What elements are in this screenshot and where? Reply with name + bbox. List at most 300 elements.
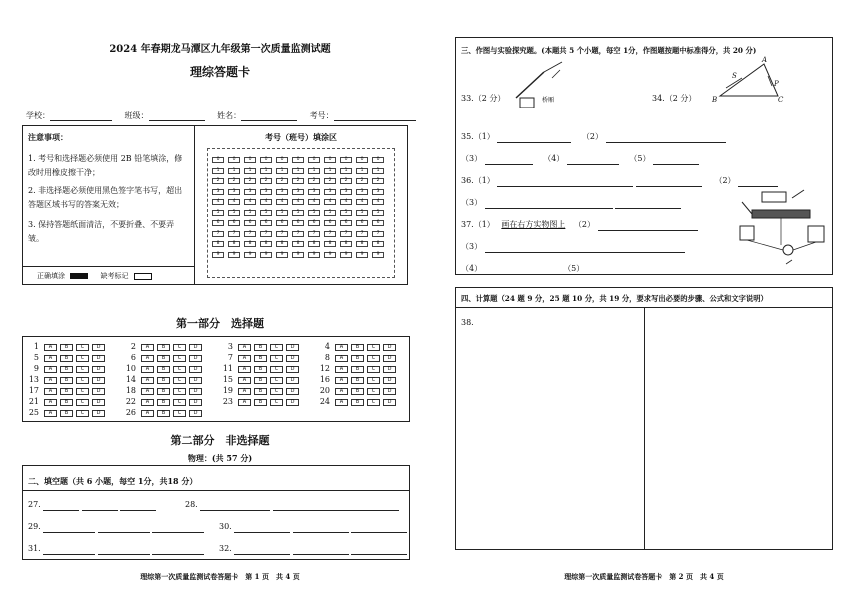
grid-cell[interactable]: 8 bbox=[260, 241, 272, 247]
grid-cell[interactable]: 1 bbox=[324, 168, 336, 174]
grid-cell[interactable]: 9 bbox=[260, 252, 272, 258]
option-b[interactable]: B bbox=[254, 355, 267, 362]
grid-cell[interactable]: 8 bbox=[372, 241, 384, 247]
grid-cell[interactable]: 4 bbox=[372, 199, 384, 205]
q36-row1 bbox=[461, 175, 778, 187]
option-c[interactable]: C bbox=[367, 388, 380, 395]
option-c[interactable]: C bbox=[76, 377, 89, 384]
option-d[interactable]: D bbox=[189, 355, 202, 362]
grid-cell[interactable]: 9 bbox=[212, 252, 224, 258]
option-d[interactable]: D bbox=[92, 399, 105, 406]
section3-heading: 三、作图与实验探究题。(本题共 5 个小题，每空 1分，作图题按题中标准得分，共 20 分) bbox=[461, 46, 757, 55]
grid-cell[interactable]: 9 bbox=[324, 252, 336, 258]
answer-blank[interactable] bbox=[82, 501, 118, 511]
grid-cell[interactable]: 3 bbox=[340, 189, 352, 195]
grid-cell[interactable]: 1 bbox=[308, 168, 320, 174]
option-d[interactable]: D bbox=[189, 344, 202, 351]
grid-cell[interactable]: 2 bbox=[292, 178, 304, 184]
grid-cell[interactable]: 6 bbox=[244, 220, 256, 226]
question-number: 1 bbox=[33, 342, 39, 351]
option-b[interactable]: B bbox=[157, 366, 170, 373]
grid-cell[interactable]: 2 bbox=[340, 178, 352, 184]
option-c[interactable]: C bbox=[76, 388, 89, 395]
header-box bbox=[22, 125, 408, 285]
option-d[interactable]: D bbox=[286, 344, 299, 351]
option-b[interactable]: B bbox=[60, 355, 73, 362]
option-d[interactable]: D bbox=[189, 410, 202, 417]
grid-cell[interactable]: 7 bbox=[228, 231, 240, 237]
option-a[interactable]: A bbox=[141, 366, 154, 373]
answer-blank[interactable] bbox=[152, 523, 204, 533]
legend-row bbox=[23, 266, 194, 284]
option-a[interactable]: A bbox=[238, 366, 251, 373]
grid-cell[interactable]: 3 bbox=[292, 189, 304, 195]
option-c[interactable]: C bbox=[173, 388, 186, 395]
grid-cell[interactable]: 0 bbox=[308, 157, 320, 163]
grid-cell[interactable]: 7 bbox=[292, 231, 304, 237]
grid-cell[interactable]: 8 bbox=[276, 241, 288, 247]
option-b[interactable]: B bbox=[60, 366, 73, 373]
grid-cell[interactable]: 6 bbox=[340, 220, 352, 226]
option-b[interactable]: B bbox=[351, 366, 364, 373]
grid-row-6 bbox=[210, 216, 394, 227]
school-field[interactable] bbox=[50, 112, 112, 121]
grid-cell[interactable]: 0 bbox=[356, 157, 368, 163]
question-number: 14 bbox=[125, 375, 136, 384]
q37-row3 bbox=[461, 263, 651, 275]
question-number: 17 bbox=[28, 386, 39, 395]
answer-blank[interactable] bbox=[485, 243, 685, 253]
option-a[interactable]: A bbox=[335, 388, 348, 395]
answer-blank[interactable] bbox=[273, 501, 399, 511]
grid-row-5 bbox=[210, 206, 394, 217]
grid-cell[interactable]: 6 bbox=[356, 220, 368, 226]
q35-4-label: （4） bbox=[543, 154, 565, 163]
grid-cell[interactable]: 2 bbox=[356, 178, 368, 184]
answer-blank[interactable] bbox=[567, 155, 619, 165]
option-a[interactable]: A bbox=[141, 399, 154, 406]
option-d[interactable]: D bbox=[189, 388, 202, 395]
grid-cell[interactable]: 5 bbox=[276, 210, 288, 216]
option-a[interactable]: A bbox=[238, 355, 251, 362]
grid-cell[interactable]: 7 bbox=[244, 231, 256, 237]
option-d[interactable]: D bbox=[383, 377, 396, 384]
option-d[interactable]: D bbox=[92, 366, 105, 373]
exam-grid-heading: 考号（班号）填涂区 bbox=[265, 132, 337, 142]
grid-cell[interactable]: 5 bbox=[324, 210, 336, 216]
grid-cell[interactable]: 2 bbox=[212, 178, 224, 184]
grid-cell[interactable]: 8 bbox=[244, 241, 256, 247]
grid-cell[interactable]: 2 bbox=[260, 178, 272, 184]
grid-cell[interactable]: 8 bbox=[292, 241, 304, 247]
grid-cell[interactable]: 5 bbox=[340, 210, 352, 216]
q27-row bbox=[28, 499, 156, 511]
option-c[interactable]: C bbox=[367, 399, 380, 406]
option-b[interactable]: B bbox=[254, 388, 267, 395]
grid-cell[interactable]: 3 bbox=[276, 189, 288, 195]
class-field[interactable] bbox=[149, 112, 205, 121]
grid-cell[interactable]: 1 bbox=[292, 168, 304, 174]
grid-cell[interactable]: 4 bbox=[260, 199, 272, 205]
class-label: 班级： bbox=[124, 111, 149, 120]
option-d[interactable]: D bbox=[92, 377, 105, 384]
answer-blank[interactable] bbox=[598, 221, 698, 231]
answer-blank[interactable] bbox=[485, 199, 613, 209]
grid-cell[interactable]: 2 bbox=[244, 178, 256, 184]
grid-cell[interactable]: 7 bbox=[372, 231, 384, 237]
option-b[interactable]: B bbox=[157, 355, 170, 362]
option-a[interactable]: A bbox=[238, 399, 251, 406]
option-c[interactable]: C bbox=[270, 399, 283, 406]
q28-label: 28. bbox=[185, 500, 198, 509]
grid-cell[interactable]: 6 bbox=[260, 220, 272, 226]
option-b[interactable]: B bbox=[254, 377, 267, 384]
grid-cell[interactable]: 0 bbox=[372, 157, 384, 163]
option-b[interactable]: B bbox=[60, 344, 73, 351]
option-a[interactable]: A bbox=[141, 344, 154, 351]
grid-cell[interactable]: 1 bbox=[276, 168, 288, 174]
grid-cell[interactable]: 1 bbox=[260, 168, 272, 174]
grid-cell[interactable]: 6 bbox=[324, 220, 336, 226]
option-a[interactable]: A bbox=[141, 388, 154, 395]
notes-heading: 注意事项： bbox=[28, 132, 68, 142]
grid-cell[interactable]: 8 bbox=[308, 241, 320, 247]
option-c[interactable]: C bbox=[367, 366, 380, 373]
grid-cell[interactable]: 3 bbox=[308, 189, 320, 195]
option-c[interactable]: C bbox=[270, 388, 283, 395]
note-item: 3. 保持答题纸面清洁，不要折叠、不要弄皱。 bbox=[28, 220, 175, 243]
grid-cell[interactable]: 9 bbox=[228, 252, 240, 258]
grid-cell[interactable]: 5 bbox=[372, 210, 384, 216]
option-a[interactable]: A bbox=[335, 355, 348, 362]
grid-cell[interactable]: 8 bbox=[228, 241, 240, 247]
question-number: 10 bbox=[125, 364, 136, 373]
grid-cell[interactable]: 9 bbox=[292, 252, 304, 258]
grid-cell[interactable]: 9 bbox=[356, 252, 368, 258]
exam-number-field[interactable] bbox=[334, 112, 416, 121]
absent-mark-box[interactable] bbox=[134, 273, 152, 280]
q29-label: 29. bbox=[28, 522, 41, 531]
grid-cell[interactable]: 1 bbox=[356, 168, 368, 174]
grid-cell[interactable]: 6 bbox=[308, 220, 320, 226]
choice-answer-area bbox=[22, 336, 410, 422]
option-a[interactable]: A bbox=[238, 344, 251, 351]
q37-1-label: 37.（1） bbox=[461, 220, 495, 229]
option-c[interactable]: C bbox=[367, 344, 380, 351]
option-d[interactable]: D bbox=[286, 377, 299, 384]
grid-cell[interactable]: 3 bbox=[244, 189, 256, 195]
option-d[interactable]: D bbox=[92, 344, 105, 351]
grid-cell[interactable]: 5 bbox=[308, 210, 320, 216]
answer-card-title: 理综答题卡 bbox=[189, 65, 250, 79]
grid-row-1 bbox=[210, 164, 394, 175]
grid-cell[interactable]: 6 bbox=[276, 220, 288, 226]
answer-blank[interactable] bbox=[587, 265, 651, 275]
name-field[interactable] bbox=[241, 112, 297, 121]
answer-blank[interactable] bbox=[615, 199, 681, 209]
option-b[interactable]: B bbox=[351, 399, 364, 406]
grid-cell[interactable]: 7 bbox=[260, 231, 272, 237]
answer-blank[interactable] bbox=[120, 501, 156, 511]
grid-cell[interactable]: 5 bbox=[228, 210, 240, 216]
option-a[interactable]: A bbox=[141, 410, 154, 417]
grid-cell[interactable]: 0 bbox=[228, 157, 240, 163]
grid-cell[interactable]: 1 bbox=[228, 168, 240, 174]
page2-footer: 理综第一次质量监测试卷答题卡 第 2 页 共 4 页 bbox=[564, 572, 724, 581]
grid-cell[interactable]: 9 bbox=[372, 252, 384, 258]
grid-cell[interactable]: 4 bbox=[308, 199, 320, 205]
grid-cell[interactable]: 0 bbox=[340, 157, 352, 163]
option-b[interactable]: B bbox=[254, 366, 267, 373]
notes-panel bbox=[23, 126, 195, 284]
grid-cell[interactable]: 6 bbox=[372, 220, 384, 226]
q27-label: 27. bbox=[28, 500, 41, 509]
option-b[interactable]: B bbox=[157, 399, 170, 406]
option-b[interactable]: B bbox=[351, 355, 364, 362]
option-a[interactable]: A bbox=[44, 377, 57, 384]
grid-cell[interactable]: 2 bbox=[372, 178, 384, 184]
option-d[interactable]: D bbox=[189, 366, 202, 373]
q31-label: 31. bbox=[28, 544, 41, 553]
option-b[interactable]: B bbox=[157, 377, 170, 384]
grid-cell[interactable]: 5 bbox=[292, 210, 304, 216]
answer-blank[interactable] bbox=[98, 523, 150, 533]
grid-cell[interactable]: 4 bbox=[356, 199, 368, 205]
option-a[interactable]: A bbox=[44, 355, 57, 362]
answer-blank[interactable] bbox=[43, 501, 79, 511]
q37-row2 bbox=[461, 241, 685, 253]
q35-3-label: （3） bbox=[461, 154, 483, 163]
option-a[interactable]: A bbox=[44, 388, 57, 395]
grid-cell[interactable]: 5 bbox=[212, 210, 224, 216]
grid-cell[interactable]: 9 bbox=[308, 252, 320, 258]
option-d[interactable]: D bbox=[189, 377, 202, 384]
option-c[interactable]: C bbox=[270, 344, 283, 351]
option-b[interactable]: B bbox=[351, 377, 364, 384]
option-d[interactable]: D bbox=[92, 388, 105, 395]
grid-cell[interactable]: 4 bbox=[244, 199, 256, 205]
answer-blank[interactable] bbox=[293, 523, 349, 533]
option-b[interactable]: B bbox=[351, 388, 364, 395]
option-b[interactable]: B bbox=[60, 410, 73, 417]
grid-cell[interactable]: 3 bbox=[356, 189, 368, 195]
option-c[interactable]: C bbox=[76, 399, 89, 406]
grid-cell[interactable]: 3 bbox=[324, 189, 336, 195]
q37-3-label: （3） bbox=[461, 242, 483, 251]
grid-cell[interactable]: 0 bbox=[244, 157, 256, 163]
q37-4-label: （4） bbox=[461, 264, 483, 273]
option-d[interactable]: D bbox=[383, 388, 396, 395]
question-number: 2 bbox=[130, 342, 136, 351]
grid-cell[interactable]: 0 bbox=[292, 157, 304, 163]
q38-answer-area[interactable] bbox=[460, 312, 640, 546]
answer-blank[interactable] bbox=[351, 523, 407, 533]
grid-cell[interactable]: 6 bbox=[212, 220, 224, 226]
grid-cell[interactable]: 8 bbox=[356, 241, 368, 247]
grid-cell[interactable]: 1 bbox=[212, 168, 224, 174]
answer-blank[interactable] bbox=[98, 545, 150, 555]
absent-mark-label: 缺考标记 bbox=[100, 272, 129, 280]
grid-row-8 bbox=[210, 237, 394, 248]
answer-blank[interactable] bbox=[636, 177, 702, 187]
grid-cell[interactable]: 6 bbox=[228, 220, 240, 226]
option-a[interactable]: A bbox=[44, 344, 57, 351]
option-b[interactable]: B bbox=[157, 388, 170, 395]
grid-cell[interactable]: 5 bbox=[260, 210, 272, 216]
option-c[interactable]: C bbox=[367, 377, 380, 384]
grid-row-9 bbox=[210, 248, 394, 259]
grid-cell[interactable]: 2 bbox=[276, 178, 288, 184]
option-d[interactable]: D bbox=[383, 355, 396, 362]
grid-cell[interactable]: 7 bbox=[212, 231, 224, 237]
answer-blank[interactable] bbox=[152, 545, 204, 555]
grid-cell[interactable]: 2 bbox=[308, 178, 320, 184]
grid-cell[interactable]: 0 bbox=[276, 157, 288, 163]
option-c[interactable]: C bbox=[76, 355, 89, 362]
grid-cell[interactable]: 9 bbox=[244, 252, 256, 258]
grid-cell[interactable]: 4 bbox=[324, 199, 336, 205]
option-a[interactable]: A bbox=[141, 377, 154, 384]
answer-blank[interactable] bbox=[293, 545, 349, 555]
q37-draw-note: 画在右方实物图上 bbox=[501, 220, 566, 229]
q38-answer-area-right[interactable] bbox=[648, 312, 828, 546]
grid-cell[interactable]: 9 bbox=[340, 252, 352, 258]
question-number: 8 bbox=[324, 353, 330, 362]
grid-cell[interactable]: 9 bbox=[276, 252, 288, 258]
answer-blank[interactable] bbox=[234, 545, 290, 555]
option-d[interactable]: D bbox=[189, 399, 202, 406]
grid-cell[interactable]: 3 bbox=[228, 189, 240, 195]
option-c[interactable]: C bbox=[270, 355, 283, 362]
grid-cell[interactable]: 8 bbox=[212, 241, 224, 247]
option-c[interactable]: C bbox=[76, 344, 89, 351]
grid-cell[interactable]: 8 bbox=[340, 241, 352, 247]
option-d[interactable]: D bbox=[383, 399, 396, 406]
grid-cell[interactable]: 4 bbox=[228, 199, 240, 205]
option-a[interactable]: A bbox=[335, 344, 348, 351]
q32-row bbox=[219, 543, 407, 555]
triangle-label-s: S bbox=[732, 72, 737, 80]
grid-cell[interactable]: 2 bbox=[228, 178, 240, 184]
option-d[interactable]: D bbox=[92, 355, 105, 362]
option-a[interactable]: A bbox=[44, 399, 57, 406]
grid-cell[interactable]: 7 bbox=[340, 231, 352, 237]
answer-blank[interactable] bbox=[43, 523, 95, 533]
grid-cell[interactable]: 0 bbox=[324, 157, 336, 163]
answer-blank[interactable] bbox=[738, 177, 778, 187]
question-number: 18 bbox=[125, 386, 136, 395]
option-d[interactable]: D bbox=[286, 355, 299, 362]
option-c[interactable]: C bbox=[367, 355, 380, 362]
option-c[interactable]: C bbox=[270, 377, 283, 384]
option-d[interactable]: D bbox=[92, 410, 105, 417]
option-c[interactable]: C bbox=[76, 366, 89, 373]
option-b[interactable]: B bbox=[157, 410, 170, 417]
option-a[interactable]: A bbox=[238, 388, 251, 395]
option-a[interactable]: A bbox=[141, 355, 154, 362]
answer-blank[interactable] bbox=[497, 177, 633, 187]
section3-box bbox=[455, 37, 833, 275]
answer-blank[interactable] bbox=[200, 501, 270, 511]
grid-cell[interactable]: 4 bbox=[212, 199, 224, 205]
student-info-row bbox=[26, 110, 416, 121]
option-b[interactable]: B bbox=[351, 344, 364, 351]
option-d[interactable]: D bbox=[286, 399, 299, 406]
answer-blank[interactable] bbox=[485, 155, 533, 165]
option-b[interactable]: B bbox=[254, 399, 267, 406]
option-a[interactable]: A bbox=[335, 377, 348, 384]
option-a[interactable]: A bbox=[335, 366, 348, 373]
option-d[interactable]: D bbox=[286, 388, 299, 395]
grid-cell[interactable]: 5 bbox=[356, 210, 368, 216]
option-c[interactable]: C bbox=[173, 366, 186, 373]
option-d[interactable]: D bbox=[383, 366, 396, 373]
answer-blank[interactable] bbox=[653, 155, 699, 165]
option-c[interactable]: C bbox=[173, 377, 186, 384]
grid-cell[interactable]: 3 bbox=[260, 189, 272, 195]
grid-cell[interactable]: 7 bbox=[276, 231, 288, 237]
option-a[interactable]: A bbox=[44, 410, 57, 417]
grid-cell[interactable]: 3 bbox=[372, 189, 384, 195]
grid-cell[interactable]: 5 bbox=[244, 210, 256, 216]
grid-cell[interactable]: 6 bbox=[292, 220, 304, 226]
triangle-label-c: C bbox=[778, 96, 784, 104]
option-c[interactable]: C bbox=[76, 410, 89, 417]
grid-cell[interactable]: 0 bbox=[212, 157, 224, 163]
grid-cell[interactable]: 1 bbox=[340, 168, 352, 174]
option-c[interactable]: C bbox=[173, 410, 186, 417]
answer-blank[interactable] bbox=[43, 545, 95, 555]
option-b[interactable]: B bbox=[60, 377, 73, 384]
grid-cell[interactable]: 1 bbox=[244, 168, 256, 174]
option-c[interactable]: C bbox=[270, 366, 283, 373]
option-c[interactable]: C bbox=[173, 399, 186, 406]
answer-blank[interactable] bbox=[606, 133, 726, 143]
grid-cell[interactable]: 4 bbox=[276, 199, 288, 205]
grid-cell[interactable]: 1 bbox=[372, 168, 384, 174]
option-d[interactable]: D bbox=[286, 366, 299, 373]
grid-cell[interactable]: 0 bbox=[260, 157, 272, 163]
option-c[interactable]: C bbox=[173, 355, 186, 362]
grid-cell[interactable]: 8 bbox=[324, 241, 336, 247]
option-a[interactable]: A bbox=[44, 366, 57, 373]
page1-footer: 理综第一次质量监测试卷答题卡 第 1 页 共 4 页 bbox=[140, 572, 300, 581]
grid-row-0 bbox=[210, 153, 394, 164]
answer-blank[interactable] bbox=[485, 265, 551, 275]
grid-cell[interactable]: 2 bbox=[324, 178, 336, 184]
option-b[interactable]: B bbox=[60, 399, 73, 406]
option-b[interactable]: B bbox=[254, 344, 267, 351]
question-number: 21 bbox=[28, 397, 39, 406]
grid-cell[interactable]: 7 bbox=[308, 231, 320, 237]
answer-blank[interactable] bbox=[497, 133, 571, 143]
correct-fill-sample bbox=[70, 273, 88, 279]
grid-cell[interactable]: 4 bbox=[292, 199, 304, 205]
option-b[interactable]: B bbox=[60, 388, 73, 395]
grid-cell[interactable]: 7 bbox=[324, 231, 336, 237]
fill-blank-area bbox=[22, 465, 410, 560]
option-b[interactable]: B bbox=[157, 344, 170, 351]
grid-cell[interactable]: 4 bbox=[340, 199, 352, 205]
answer-blank[interactable] bbox=[234, 523, 290, 533]
option-a[interactable]: A bbox=[238, 377, 251, 384]
grid-cell[interactable]: 3 bbox=[212, 189, 224, 195]
option-d[interactable]: D bbox=[383, 344, 396, 351]
option-a[interactable]: A bbox=[335, 399, 348, 406]
grid-cell[interactable]: 7 bbox=[356, 231, 368, 237]
answer-blank[interactable] bbox=[351, 545, 407, 555]
option-c[interactable]: C bbox=[173, 344, 186, 351]
